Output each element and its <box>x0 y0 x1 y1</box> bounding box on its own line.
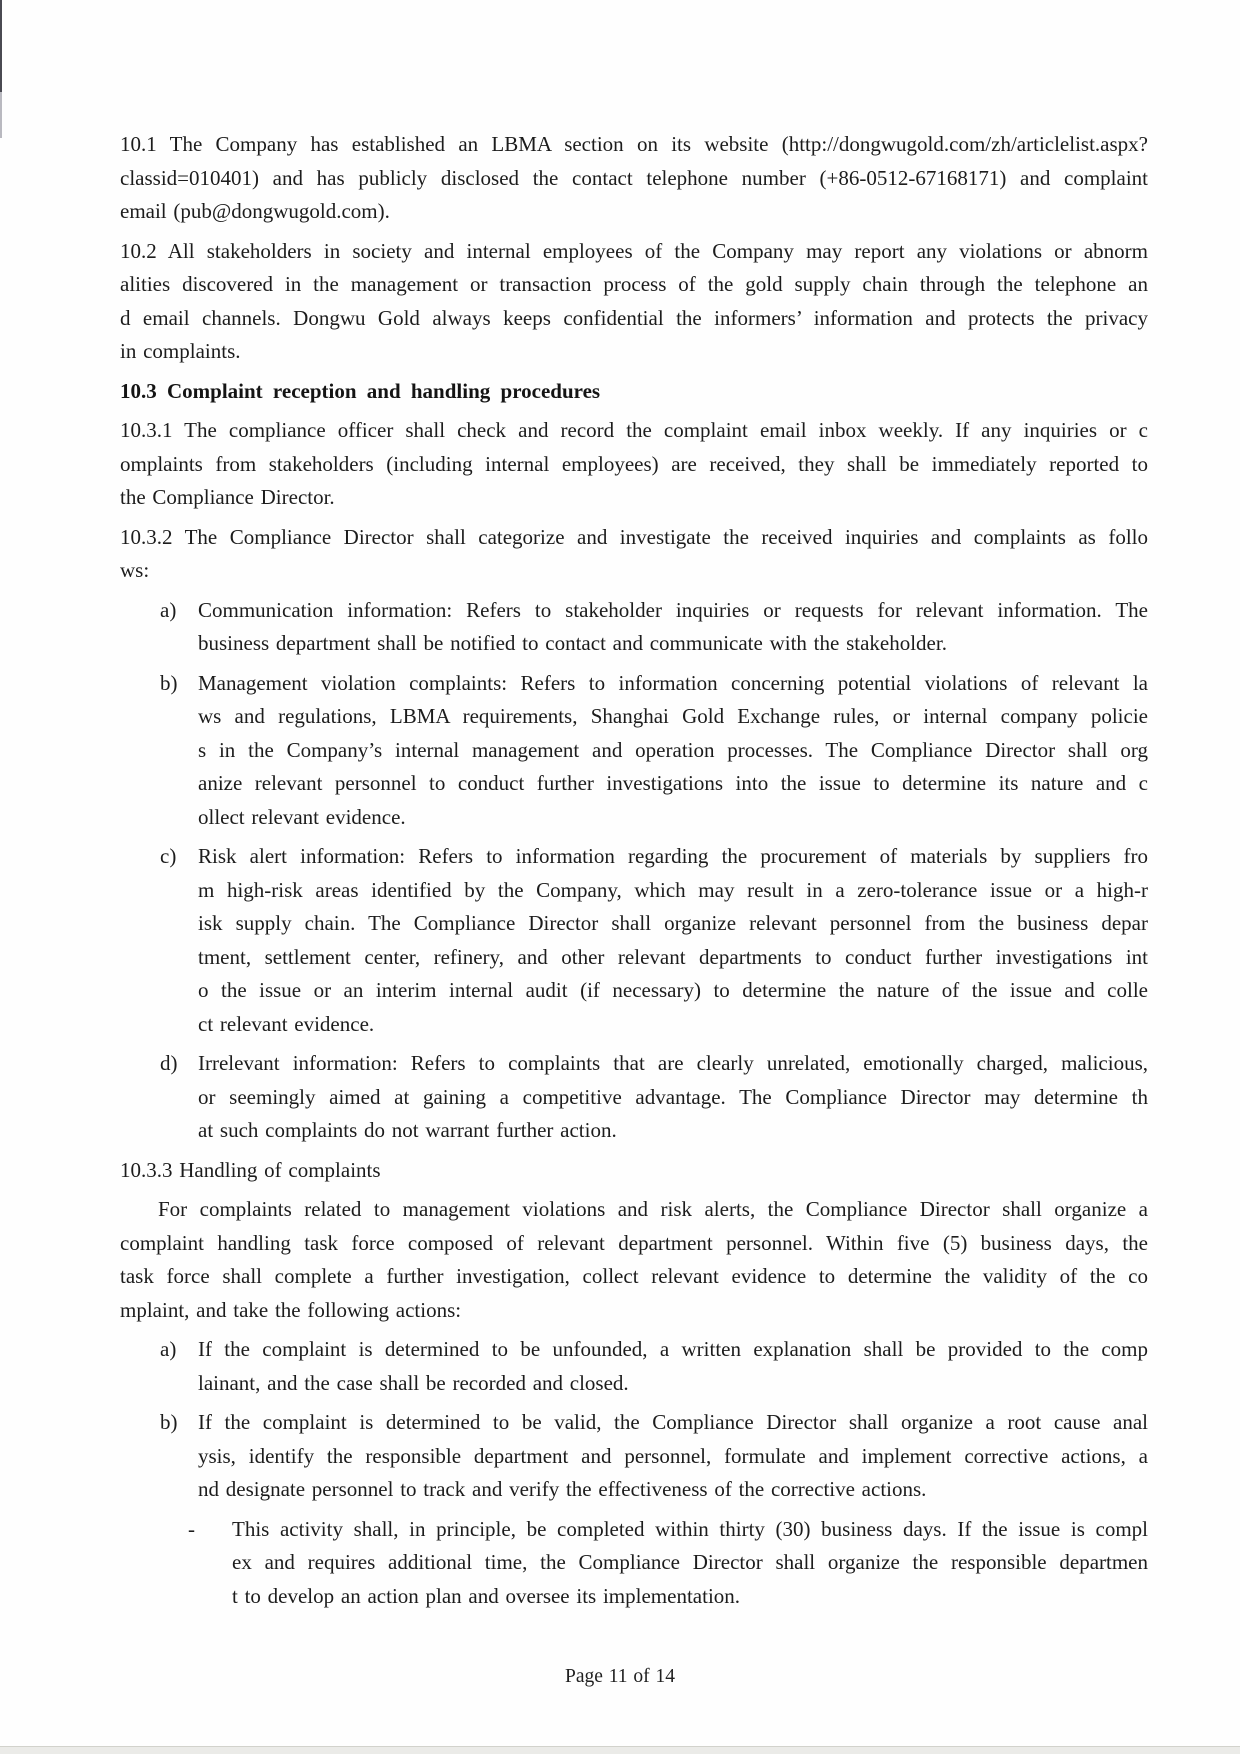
text-line: task force shall complete a further investigation, collect relevant evidence to determine the validity of the co <box>120 1264 1148 1288</box>
clause-10-3-3-body <box>120 1193 1148 1327</box>
scan-artifact-left-edge-fade <box>0 92 2 138</box>
text-line: email (pub@dongwugold.com). <box>120 199 390 223</box>
text-line: in complaints. <box>120 339 241 363</box>
text-line: t to develop an action plan and oversee its implementation. <box>232 1583 741 1608</box>
text-line: 10.3.2 The Compliance Director shall categorize and investigate the received inquiries and complaints as follo <box>120 524 1148 549</box>
list-marker: b) <box>160 670 178 695</box>
item-a-communication <box>120 594 1148 661</box>
item-c-risk-alert <box>120 840 1148 1041</box>
list-marker: - <box>188 1516 195 1541</box>
page-footer: Page 11 of 14 <box>564 1666 676 1687</box>
text-line: ws and regulations, LBMA requirements, Shanghai Gold Exchange rules, or internal company policie <box>198 704 1148 728</box>
text-line: tment, settlement center, refinery, and other relevant departments to conduct further investigations int <box>198 944 1148 969</box>
text-line: isk supply chain. The Compliance Director shall organize relevant personnel from the business depar <box>198 911 1148 935</box>
clause-10-3-1 <box>120 414 1148 515</box>
clause-10-1 <box>120 128 1148 229</box>
text-line: the Compliance Director. <box>120 485 335 509</box>
item-a-unfounded <box>120 1333 1148 1400</box>
text-line: For complaints related to management violations and risk alerts, the Compliance Director shall organize a <box>158 1197 1148 1221</box>
text-line: Risk alert information: Refers to information regarding the procurement of materials by suppliers fro <box>198 844 1148 868</box>
text-line: ollect relevant evidence. <box>198 804 406 829</box>
text-line: o the issue or an interim internal audit (if necessary) to determine the nature of the issue and colle <box>198 978 1148 1002</box>
list-marker: d) <box>160 1051 178 1075</box>
clause-10-3-3 <box>120 1154 1148 1188</box>
text-line: m high-risk areas identified by the Company, which may result in a zero-tolerance issue or a high-r <box>198 877 1148 902</box>
item-b-valid <box>120 1406 1148 1507</box>
text-line: Irrelevant information: Refers to complaints that are clearly unrelated, emotionally charged, malicious, <box>198 1051 1148 1075</box>
text-line: This activity shall, in principle, be completed within thirty (30) business days. If the issue is compl <box>232 1516 1148 1541</box>
text-line: ct relevant evidence. <box>198 1011 375 1036</box>
text-line: ex and requires additional time, the Compliance Director shall organize the responsible departmen <box>232 1550 1148 1574</box>
text-line: 10.3 Complaint reception and handling procedures <box>120 378 601 403</box>
text-line: business department shall be notified to contact and communicate with the stakeholder. <box>198 631 947 655</box>
clause-10-2 <box>120 235 1148 369</box>
text-line: ws: <box>120 558 150 582</box>
text-line: Management violation complaints: Refers to information concerning potential violations of relevant la <box>198 670 1148 695</box>
list-marker: a) <box>160 597 177 622</box>
clause-10-3-heading <box>120 375 1148 409</box>
clause-10-3-2 <box>120 521 1148 588</box>
scan-artifact-bottom <box>0 1746 1240 1754</box>
text-line: anize relevant personnel to conduct further investigations into the issue to determine its nature and c <box>198 771 1148 795</box>
text-line: omplaints from stakeholders (including internal employees) are received, they shall be immediately reported to <box>120 451 1148 476</box>
text-line: or seemingly aimed at gaining a competitive advantage. The Compliance Director may determine th <box>198 1084 1148 1109</box>
text-line: If the complaint is determined to be valid, the Compliance Director shall organize a root cause anal <box>198 1410 1148 1434</box>
text-line: Communication information: Refers to stakeholder inquiries or requests for relevant information. The <box>198 597 1148 622</box>
text-line: 10.1 The Company has established an LBMA section on its website (http://dongwugold.com/zh/articlelist.aspx? <box>120 132 1148 156</box>
text-line: lainant, and the case shall be recorded and closed. <box>198 1370 629 1395</box>
text-line: 10.3.3 Handling of complaints <box>120 1157 381 1182</box>
text-line: alities discovered in the management or transaction process of the gold supply chain through the telephone an <box>120 272 1148 296</box>
text-line: at such complaints do not warrant further action. <box>198 1118 617 1142</box>
text-line: 10.3.1 The compliance officer shall check and record the complaint email inbox weekly. If any inquiries or c <box>120 418 1148 442</box>
text-line: If the complaint is determined to be unfounded, a written explanation shall be provided to the comp <box>198 1337 1148 1361</box>
text-line: classid=010401) and has publicly disclosed the contact telephone number (+86-0512-67168171) and complaint <box>120 165 1148 190</box>
item-b-management-violation <box>120 667 1148 835</box>
text-line: d email channels. Dongwu Gold always keeps confidential the informers’ information and protects the privacy <box>120 305 1148 330</box>
list-marker: c) <box>160 844 177 868</box>
text-line: s in the Company’s internal management and operation processes. The Compliance Director shall org <box>198 737 1148 762</box>
text-line: complaint handling task force composed of relevant department personnel. Within five (5) business days, the <box>120 1230 1148 1255</box>
text-line: nd designate personnel to track and verify the effectiveness of the corrective actions. <box>198 1477 927 1501</box>
text-line: mplaint, and take the following actions: <box>120 1297 462 1322</box>
document-content <box>120 128 1148 1613</box>
list-marker: a) <box>160 1337 177 1361</box>
scan-artifact-left-edge <box>0 0 2 92</box>
text-line: ysis, identify the responsible department and personnel, formulate and implement corrective actions, a <box>198 1443 1148 1468</box>
list-marker: b) <box>160 1410 178 1434</box>
text-line: 10.2 All stakeholders in society and internal employees of the Company may report any violations or abnorm <box>120 238 1148 263</box>
item-d-irrelevant <box>120 1047 1148 1148</box>
note-thirty-days <box>120 1513 1148 1614</box>
